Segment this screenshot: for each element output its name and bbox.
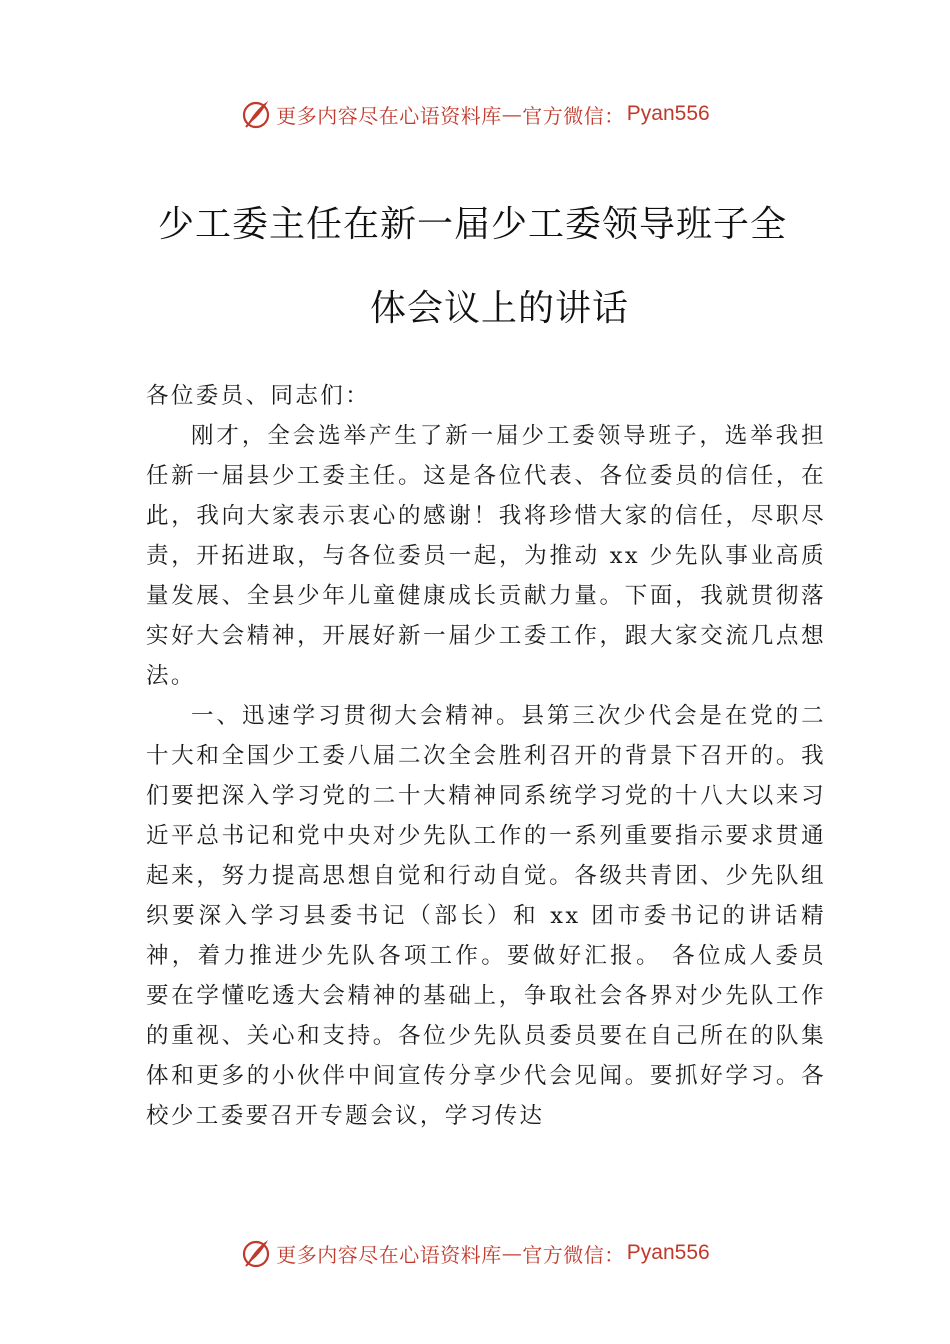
banner-wechat-id: Pyan556 xyxy=(626,102,710,125)
quill-logo-icon xyxy=(240,98,272,130)
paragraph-1: 刚才，全会选举产生了新一届少工委领导班子，选举我担任新一届县少工委主任。这是各位代表、各位委员的信任，在此，我向大家表示衷心的感谢！我将珍惜大家的信任，尽职尽责，开拓进取，与各位委员一起，为推动 xx 少先队事业高质量发展、全县少年儿童健康成长贡献力量。下面，我就贯彻落实好大会精神，开展好新一届少工委工作，跟大家交流几点想法。 xyxy=(146,423,826,689)
banner-dash: — xyxy=(501,102,523,126)
title-line-1: 少工委主任在新一届少工委领导班子全 xyxy=(158,204,788,245)
header-watermark-banner xyxy=(0,94,950,134)
paragraph-2: 一、迅速学习贯彻大会精神。县第三次少代会是在党的二十大和全国少工委八届二次全会胜利召开的背景下召开的。我们要把深入学习党的二十大精神同系统学习党的十八大以来习近平总书记和党中央对少先队工作的一系列重要指示要求贯通起来，努力提高思想自觉和行动自觉。各级共青团、少先队组织要深入学习县委书记（部长）和 xx 团市委书记的讲话精神，着力推进少先队各项工作。要做好汇报。 各位成人委员要在学懂吃透大会精神的基础上，争取社会各界对少先队工作的重视、关心和支持。各位少先队员委员要在自己所在的队集体和更多的小伙伴中间宣传分享少代会见闻。要抓好学习。各校少工委要召开专题会议，学习传达 xyxy=(146,703,826,1129)
banner-dash: — xyxy=(501,1241,523,1265)
banner-slogan: 更多内容尽在心语资料库 xyxy=(276,103,502,128)
document-title xyxy=(0,183,950,351)
title-line-2: 体会议上的讲话 xyxy=(370,288,630,329)
banner-slogan: 更多内容尽在心语资料库 xyxy=(276,1242,502,1267)
greeting: 各位委员、同志们： xyxy=(146,383,371,409)
quill-logo-icon xyxy=(240,1237,272,1269)
document-body xyxy=(146,376,826,1136)
banner-wechat-label: 官方微信： xyxy=(522,1242,625,1267)
banner-wechat-id: Pyan556 xyxy=(626,1241,710,1264)
banner-wechat-label: 官方微信： xyxy=(522,103,625,128)
footer-watermark-banner xyxy=(0,1233,950,1273)
